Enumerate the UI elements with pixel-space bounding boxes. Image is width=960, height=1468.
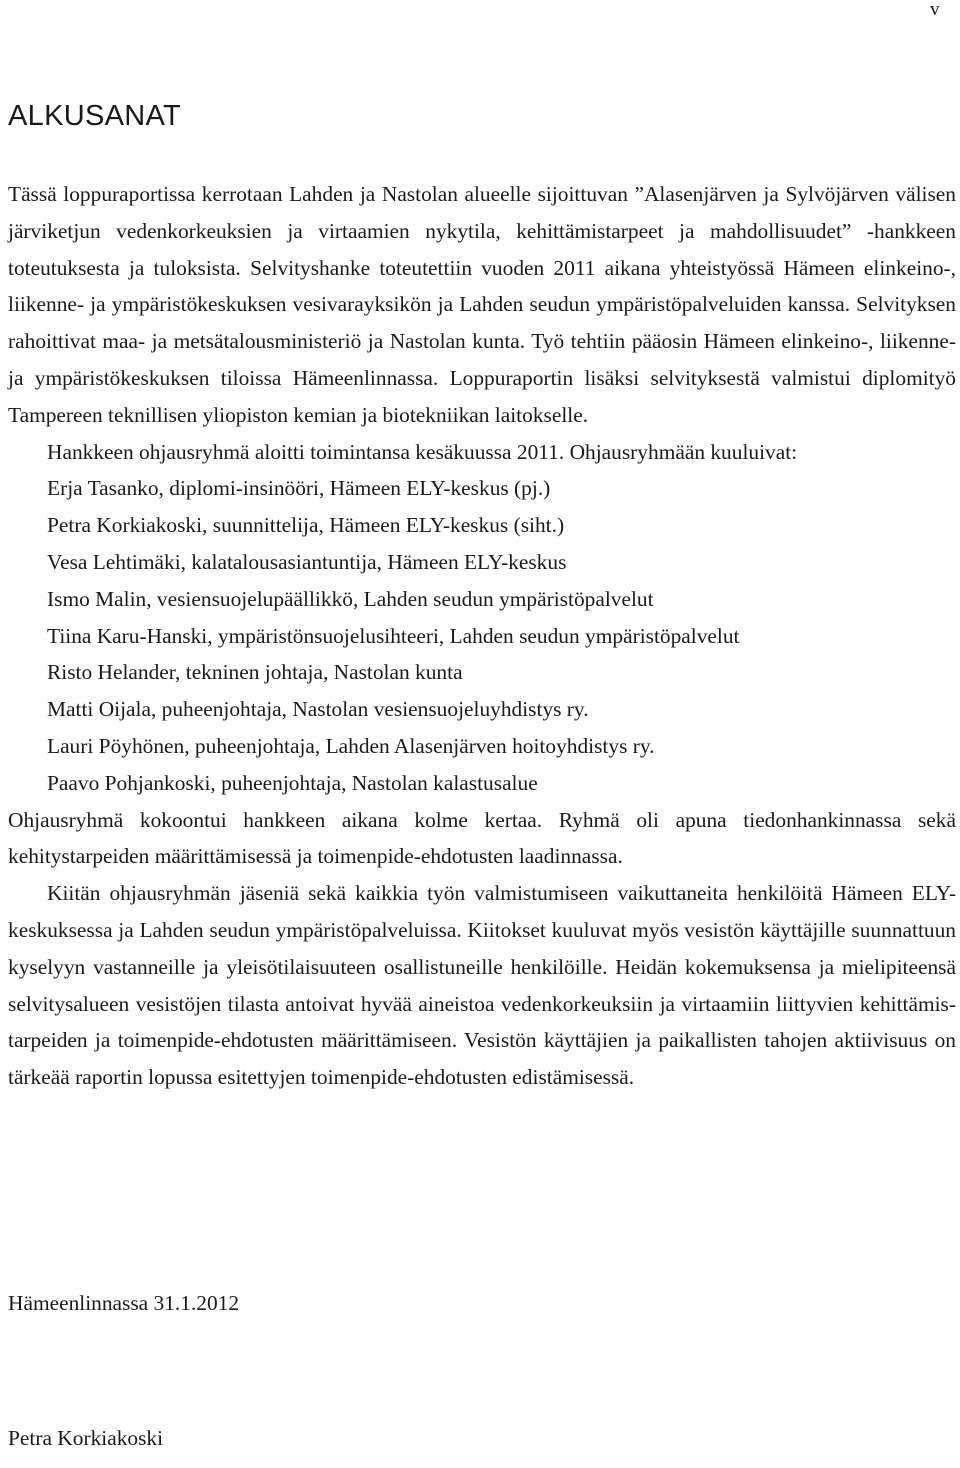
page-number: v bbox=[930, 0, 940, 20]
list-item: Ismo Malin, vesiensuojelupäällikkö, Lahden seudun ympäristöpalvelut bbox=[47, 586, 654, 611]
body-text bbox=[8, 176, 956, 1096]
meetings-paragraph: Ohjausryhmä kokoontui hankkeen aikana kolme kertaa. Ryhmä oli apuna tiedonhankinnassa sekä kehitystarpeiden määrittämisessä ja toimenpide-ehdotusten laadinnassa. bbox=[8, 807, 956, 869]
list-item: Petra Korkiakoski, suunnittelija, Hämeen ELY-keskus (siht.) bbox=[47, 513, 565, 538]
place-and-date: Hämeenlinnassa 31.1.2012 bbox=[8, 1291, 240, 1315]
intro-paragraph: Tässä loppuraportissa kerrotaan Lahden ja Nastolan alueelle sijoittuvan ”Alasenjärven ja Sylvöjärven välisen järviketjun vedenkorkeuksien ja virtaamien nykytila, kehittämistarpeet ja mahdollisuudet” -hankkeen toteutuksesta ja tuloksista. Selvityshanke toteutettiin vuoden 2011 aikana yhteistyössä Hämeen elinkeino-, liikenne- ja ympäristökeskuksen vesivarayksikön ja Lahden seudun ympäristöpalveluiden kanssa. Selvityksen rahoittivat maa- ja metsätalousministeriö ja Nastolan kunta. Työ tehtiin pääosin Hämeen elinkeino-, liikenne- ja ympäristökeskuksen tiloissa Hämeenlinnassa. Loppuraportin lisäksi selvityksestä valmistui diplomityö Tampereen teknillisen yliopiston kemian ja biotekniikan laitokselle. bbox=[8, 182, 956, 427]
page-title: ALKUSANAT bbox=[8, 100, 181, 132]
list-item: Vesa Lehtimäki, kalatalousasiantuntija, Hämeen ELY-keskus bbox=[47, 549, 567, 574]
list-item: Lauri Pöyhönen, puheenjohtaja, Lahden Alasenjärven hoitoyhdistys ry. bbox=[47, 733, 655, 758]
steering-group-paragraph: Hankkeen ohjausryhmä aloitti toimintansa kesäkuussa 2011. Ohjausryhmään kuuluivat: bbox=[47, 439, 798, 464]
list-item: Tiina Karu-Hanski, ympäristönsuojelusihteeri, Lahden seudun ympäristöpalvelut bbox=[47, 623, 740, 648]
list-item: Paavo Pohjankoski, puheenjohtaja, Nastolan kalastusalue bbox=[47, 770, 538, 795]
thanks-paragraph: Kiitän ohjausryhmän jäseniä sekä kaikkia työn valmistumiseen vaikuttaneita henkilöitä Hämeen ELY-keskuksessa ja Lahden seudun ympäristöpalveluissa. Kiitokset kuuluvat myös vesistön käyttäjille suunnattuun kyselyyn vastanneille ja yleisötilaisuuteen osallistuneille henkilöille. Heidän kokemuksensa ja mielipiteensä selvitysalueen vesistöjen tilasta antoivat hyvää aineistoa vedenkorkeuksiin ja virtaamiin liittyvien kehittämistarpeiden ja toimenpide-ehdotusten määrittämiseen. Vesistön käyttäjien ja paikallisten tahojen aktiivisuus on tärkeää raportin lopussa esitettyjen toimenpide-ehdotusten edistämisessä. bbox=[8, 881, 956, 1090]
author-signature-name: Petra Korkiakoski bbox=[8, 1426, 164, 1450]
list-item: Risto Helander, tekninen johtaja, Nastolan kunta bbox=[47, 660, 463, 685]
list-item: Matti Oijala, puheenjohtaja, Nastolan vesiensuojeluyhdistys ry. bbox=[47, 697, 589, 722]
list-item: Erja Tasanko, diplomi-insinööri, Hämeen ELY-keskus (pj.) bbox=[47, 476, 551, 501]
steering-group-member-list bbox=[8, 470, 956, 801]
